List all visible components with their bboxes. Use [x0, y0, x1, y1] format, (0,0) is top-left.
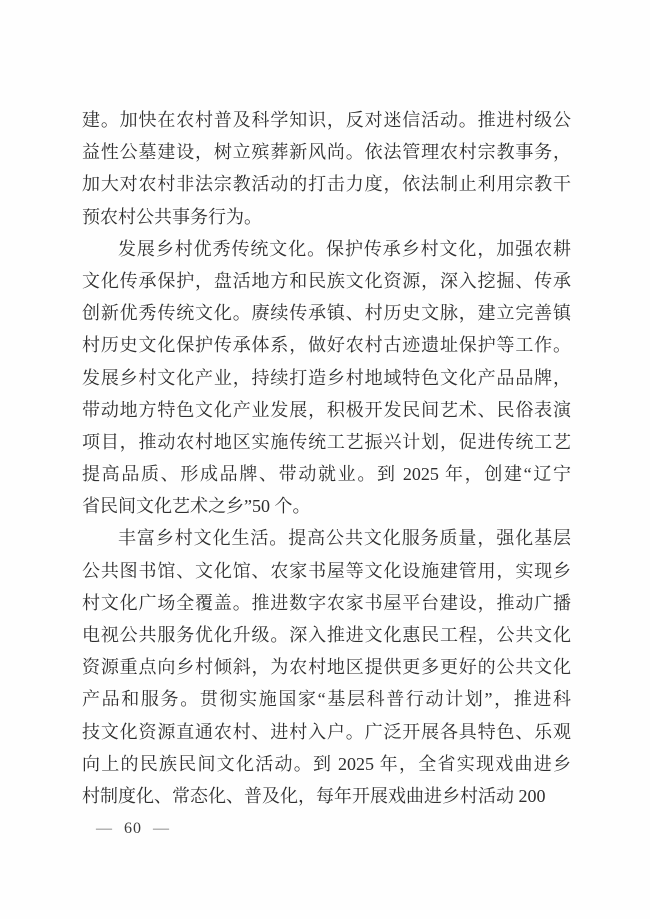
- text-line: 公共图书馆、文化馆、农家书屋等文化设施建管用，实现乡: [82, 560, 571, 581]
- text-line: 项目，推动农村地区实施传统工艺振兴计划，促进传统工艺: [82, 431, 571, 452]
- text-line: 发展乡村优秀传统文化。保护传承乡村文化，加强农耕: [118, 238, 571, 259]
- text-line: 益性公墓建设，树立殡葬新风尚。依法管理农村宗教事务，: [82, 142, 571, 163]
- text-line: 文化传承保护，盘活地方和民族文化资源，深入挖掘、传承: [82, 270, 571, 291]
- text-line: 预农村公共事务行为。: [82, 206, 262, 227]
- text-line: 技文化资源直通农村、进村入户。广泛开展各具特色、乐观: [82, 721, 571, 742]
- text-line: 加大对农村非法宗教活动的打击力度，依法制止利用宗教干: [82, 174, 571, 195]
- text-line: 产品和服务。贯彻实施国家“基层科普行动计划”，推进科: [82, 689, 571, 710]
- footer-dash-left: —: [96, 820, 113, 837]
- text-line: 创新优秀传统文化。赓续传承镇、村历史文脉，建立完善镇: [82, 303, 571, 324]
- page-footer: [96, 820, 170, 838]
- footer-dash-right: —: [153, 820, 170, 837]
- text-line: 省民间文化艺术之乡”50 个。: [82, 496, 311, 517]
- text-line: 电视公共服务优化升级。深入推进文化惠民工程，公共文化: [82, 625, 571, 645]
- text-line: 提高品质、形成品牌、带动就业。到 2025 年，创建“辽宁: [82, 464, 571, 485]
- document-body: [82, 104, 571, 812]
- text-line: 村历史文化保护传承体系，做好农村古迹遗址保护等工作。: [82, 335, 571, 356]
- text-line: 村制度化、常态化、普及化，每年开展戏曲进乡村活动 200: [82, 785, 546, 806]
- text-line: 带动地方特色文化产业发展，积极开发民间艺术、民俗表演: [82, 399, 571, 420]
- text-line: 建。加快在农村普及科学知识，反对迷信活动。推进村级公: [82, 110, 571, 130]
- text-line: 丰富乡村文化生活。提高公共文化服务质量，强化基层: [118, 528, 571, 549]
- text-line: 发展乡村文化产业，持续打造乡村地域特色文化产品品牌，: [82, 367, 571, 388]
- page-number: 60: [124, 820, 142, 837]
- text-line: 向上的民族民间文化活动。到 2025 年，全省实现戏曲进乡: [82, 753, 571, 774]
- text-line: 资源重点向乡村倾斜，为农村地区提供更多更好的公共文化: [82, 657, 571, 678]
- text-line: 村文化广场全覆盖。推进数字农家书屋平台建设，推动广播: [82, 592, 571, 613]
